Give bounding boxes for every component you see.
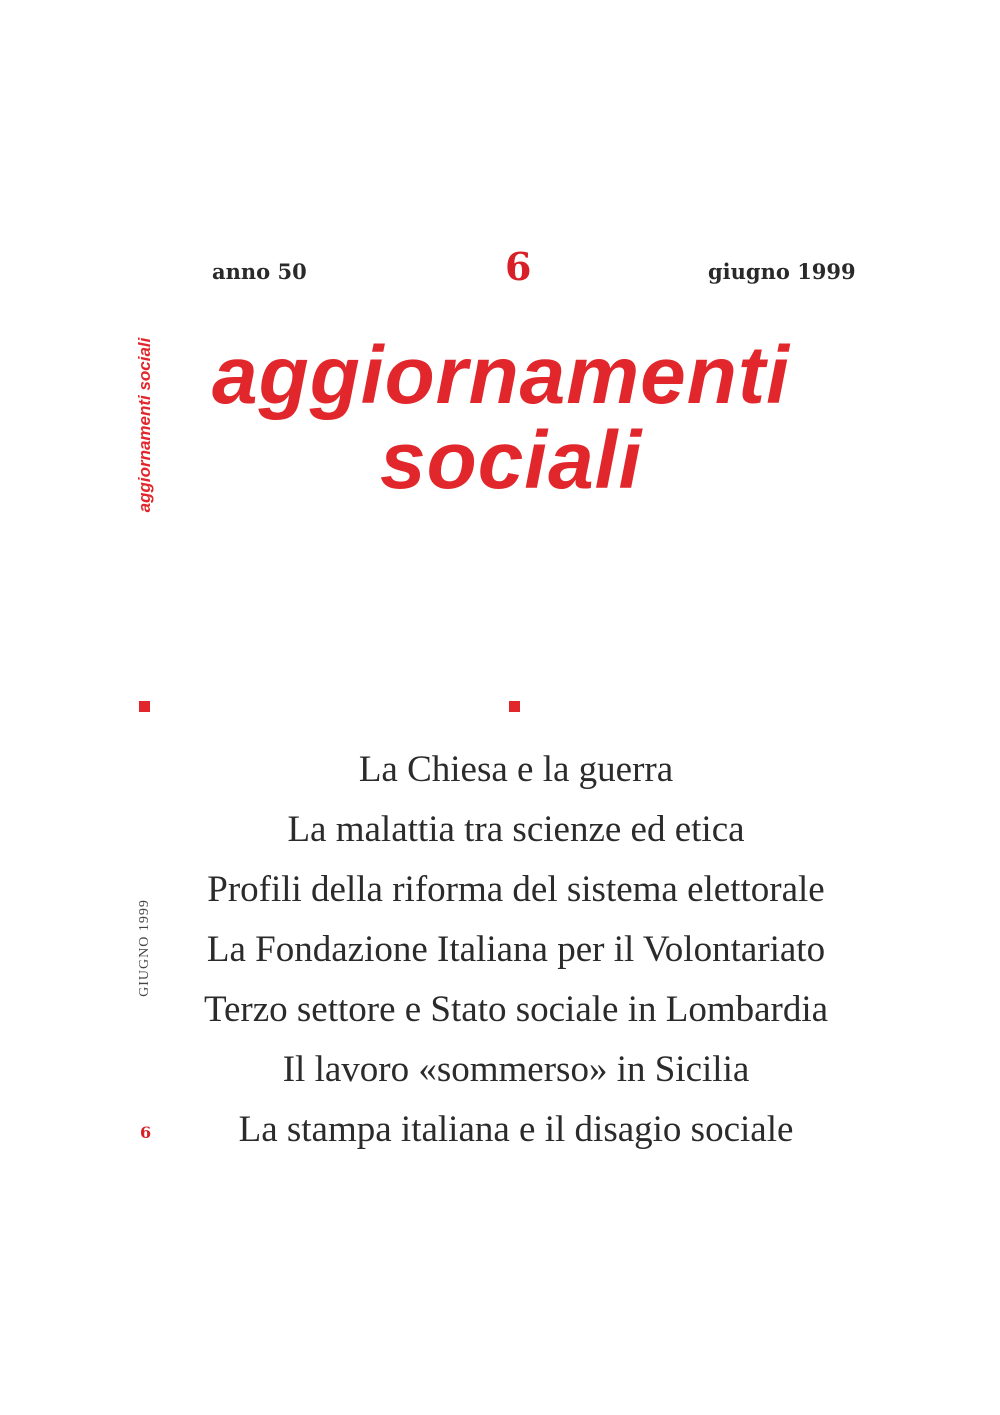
- contents-item: La Fondazione Italiana per il Volontariato: [206, 929, 826, 970]
- volume-label: anno 50: [212, 259, 307, 284]
- red-square-marker-left: [139, 701, 150, 712]
- masthead-line-2: sociali: [380, 415, 643, 506]
- contents-item: La malattia tra scienze ed etica: [287, 809, 745, 850]
- red-square-marker-center: [509, 701, 520, 712]
- contents-item: Il lavoro «sommerso» in Sicilia: [282, 1049, 750, 1090]
- issue-date: giugno 1999: [708, 259, 856, 284]
- spine-date: GIUGNO 1999: [137, 899, 152, 997]
- spine-issue-number: 6: [140, 1123, 152, 1142]
- spine-title: aggiornamenti sociali: [135, 337, 154, 513]
- masthead-line-1: aggiornamenti: [212, 330, 790, 421]
- contents-item: Terzo settore e Stato sociale in Lombardia: [203, 989, 829, 1030]
- issue-number: 6: [505, 244, 532, 289]
- contents-item: La stampa italiana e il disagio sociale: [238, 1109, 794, 1150]
- contents-item: La Chiesa e la guerra: [358, 749, 674, 790]
- contents-item: Profili della riforma del sistema elettorale: [207, 869, 825, 910]
